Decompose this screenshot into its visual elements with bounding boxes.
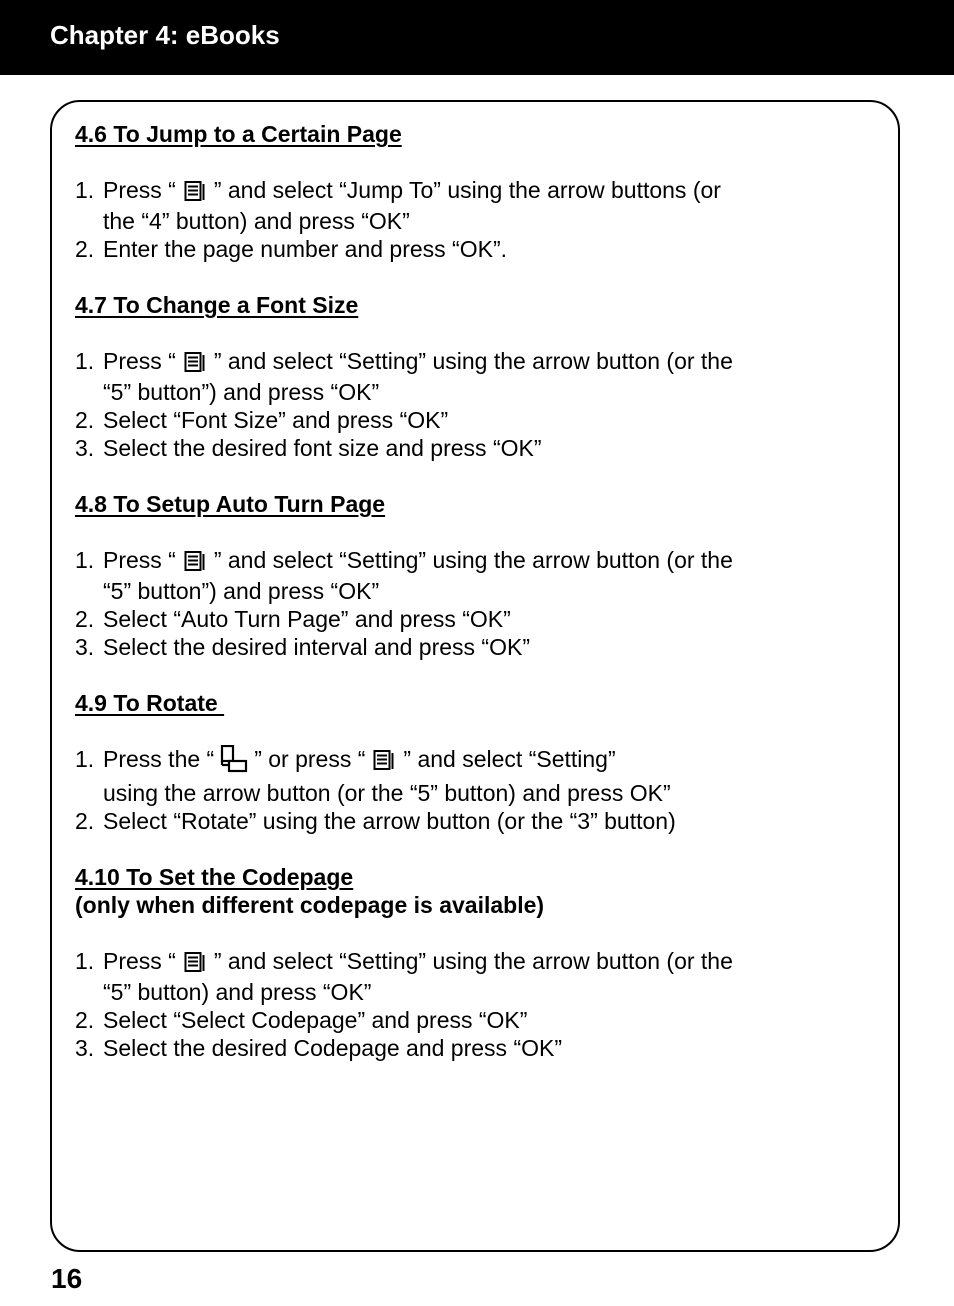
rotate-icon: [220, 745, 248, 779]
section-heading: 4.6 To Jump to a Certain Page: [75, 121, 402, 147]
section-heading: 4.9 To Rotate: [75, 690, 225, 716]
step-item: 1. Press “ ” and select “Jump To” using the arrow buttons (or the “4” button) and press “OK”: [75, 177, 721, 234]
section-heading: 4.8 To Setup Auto Turn Page: [75, 491, 386, 517]
step-item: 2. Select “Rotate” using the arrow button (or the “3” button): [75, 808, 676, 834]
step-number: 1.: [75, 348, 95, 374]
section-heading: 4.7 To Change a Font Size: [75, 292, 359, 318]
step-item: 3. Select the desired interval and press “OK”: [75, 634, 530, 660]
menu-icon: [184, 179, 206, 207]
step-number: 1.: [75, 746, 95, 772]
step-number: 2.: [75, 606, 95, 632]
menu-icon: [184, 950, 206, 978]
step-number: 1.: [75, 547, 95, 573]
step-item: 1. Press “ ” and select “Setting” using the arrow button (or the “5” button”) and press “OK”: [75, 547, 733, 604]
step-item: 1. Press “ ” and select “Setting” using the arrow button (or the “5” button) and press “OK”: [75, 948, 733, 1005]
step-number: 2.: [75, 407, 95, 433]
section-rotate: [75, 689, 875, 863]
chapter-header-bar: [0, 0, 954, 75]
section-change-font-size: [75, 291, 875, 490]
step-number: 3.: [75, 435, 95, 461]
step-number: 2.: [75, 236, 95, 262]
step-number: 1.: [75, 948, 95, 974]
section-subheading: (only when different codepage is available): [75, 892, 545, 918]
step-item: 2. Enter the page number and press “OK”.: [75, 236, 507, 262]
section-heading: 4.10 To Set the Codepage: [75, 864, 354, 890]
menu-icon: [373, 748, 395, 776]
step-number: 2.: [75, 1007, 95, 1033]
manual-content: [75, 120, 875, 1062]
menu-icon: [184, 350, 206, 378]
step-number: 2.: [75, 808, 95, 834]
page-number: 16: [51, 1263, 83, 1294]
step-item: 3. Select the desired Codepage and press “OK”: [75, 1035, 562, 1061]
step-item: 2. Select “Select Codepage” and press “OK”: [75, 1007, 528, 1033]
step-number: 1.: [75, 177, 95, 203]
section-auto-turn-page: [75, 490, 875, 689]
menu-icon: [184, 549, 206, 577]
step-item: 1. Press “ ” and select “Setting” using the arrow button (or the “5” button”) and press “OK”: [75, 348, 733, 405]
step-item: 3. Select the desired font size and press “OK”: [75, 435, 542, 461]
step-number: 3.: [75, 1035, 95, 1061]
step-item: 2. Select “Font Size” and press “OK”: [75, 407, 449, 433]
section-set-codepage: [75, 863, 875, 1062]
step-number: 3.: [75, 634, 95, 660]
step-item: 1. Press the “ ” or press “ ” and select “Setting” using the arrow button (or the “5” button) and press OK”: [75, 746, 671, 806]
step-item: 2. Select “Auto Turn Page” and press “OK”: [75, 606, 511, 632]
chapter-title: Chapter 4: eBooks: [50, 20, 280, 50]
section-jump-to-page: [75, 120, 875, 291]
